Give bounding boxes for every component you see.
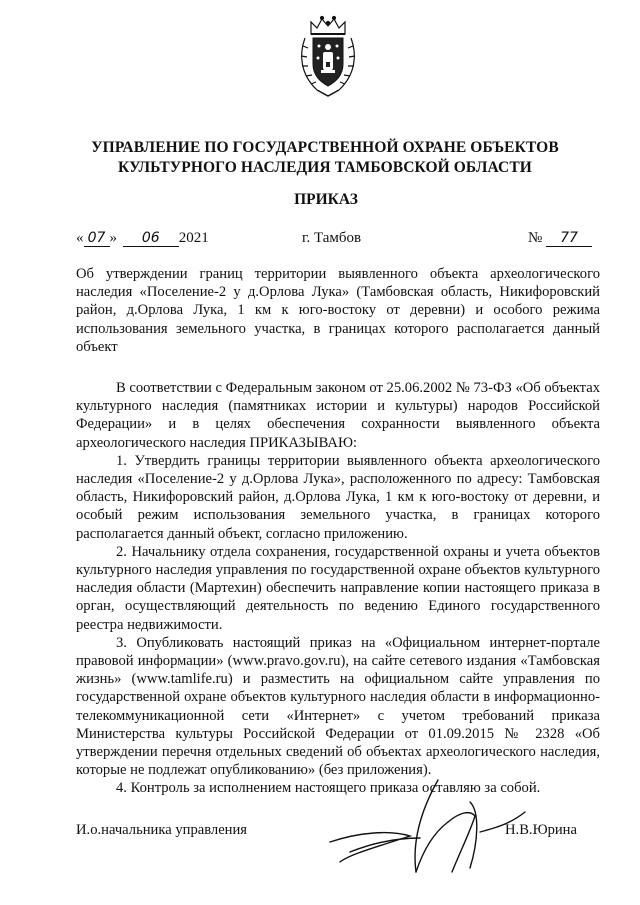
order-body [76, 379, 600, 798]
document-type-title: ПРИКАЗ [294, 191, 358, 208]
signatory-position: И.о.начальника управления [76, 822, 248, 838]
date-month: 06 [123, 230, 179, 247]
order-date [76, 228, 209, 248]
date-year: 2021 [178, 230, 209, 246]
date-quote-open: « [76, 230, 84, 246]
order-item-4: 4. Контроль за исполнением настоящего приказа оставляю за собой. [116, 780, 541, 797]
handwritten-signature [320, 772, 620, 892]
preamble: В соответствии с Федеральным законом от 25.06.2002 № 73-ФЗ «Об объектах культурного наследия (памятниках истории и культуры) народов Российской Федерации» и в целях обеспечения сохранности выявленного объекта археологического наследия ПРИКАЗЫВАЮ: [76, 380, 600, 451]
signatory-name: Н.В.Юрина [505, 822, 577, 838]
org-name-line1: УПРАВЛЕНИЕ ПО ГОСУДАРСТВЕННОЙ ОХРАНЕ ОБЪЕКТОВ [91, 139, 559, 156]
order-item-2: 2. Начальнику отдела сохранения, государственной охраны и учета объектов культурного наследия управления по государственной охране объектов культурного наследия области (Мартехин) обеспечить направление копии настоящего приказа в орган, осуществляющий деятельность по ведению Единого государственного реестра недвижимости. [76, 543, 600, 633]
number-value: 77 [546, 230, 592, 247]
org-name-line2: КУЛЬТУРНОГО НАСЛЕДИЯ ТАМБОВСКОЙ ОБЛАСТИ [118, 159, 532, 176]
subject-text: Об утверждении границ территории выявленного объекта археологического наследия «Поселение-2 у д.Орлова Лука» (Тамбовская область, Никифоровский район, д.Орлова Лука, 1 км к юго-востоку от деревни) и особого режима использования земельного участка, в границах которого располагается данный объект [76, 266, 600, 355]
order-item-3: 3. Опубликовать настоящий приказ на «Официальном интернет-портале правовой информации» (www.pravo.gov.ru), на сайте сетевого издания «Тамбовская жизнь» (www.tamlife.ru) и разместить на официальном сайте управления по государственной охране объектов культурного наследия области в информационно-телекоммуникационной сети «Интернет» с учетом требований приказа Министерства культуры Российской Федерации от 01.09.2015 № 2328 «Об утверждении перечня отдельных сведений об объектах археологического наследия, которые не подлежат опубликованию» (без приложения). [76, 634, 600, 779]
date-quote-close: » [109, 230, 117, 246]
date-day: 07 [84, 230, 110, 247]
coat-of-arms-emblem [297, 14, 359, 98]
order-item-1: 1. Утвердить границы территории выявленного объекта археологического наследия «Поселение-2 у д.Орлова Лука», расположенного по адресу: Тамбовская область, Никифоровский район, д.Орлова Лука, 1 км к юго-востоку от деревни, и особый режим использования земельного участка, в границах которого располагается данный объект, согласно приложению. [76, 452, 600, 542]
order-city: г. Тамбов [302, 230, 362, 246]
number-label: № [528, 230, 543, 246]
order-number [528, 228, 592, 248]
organization-heading [60, 138, 590, 178]
order-subject [76, 265, 600, 356]
